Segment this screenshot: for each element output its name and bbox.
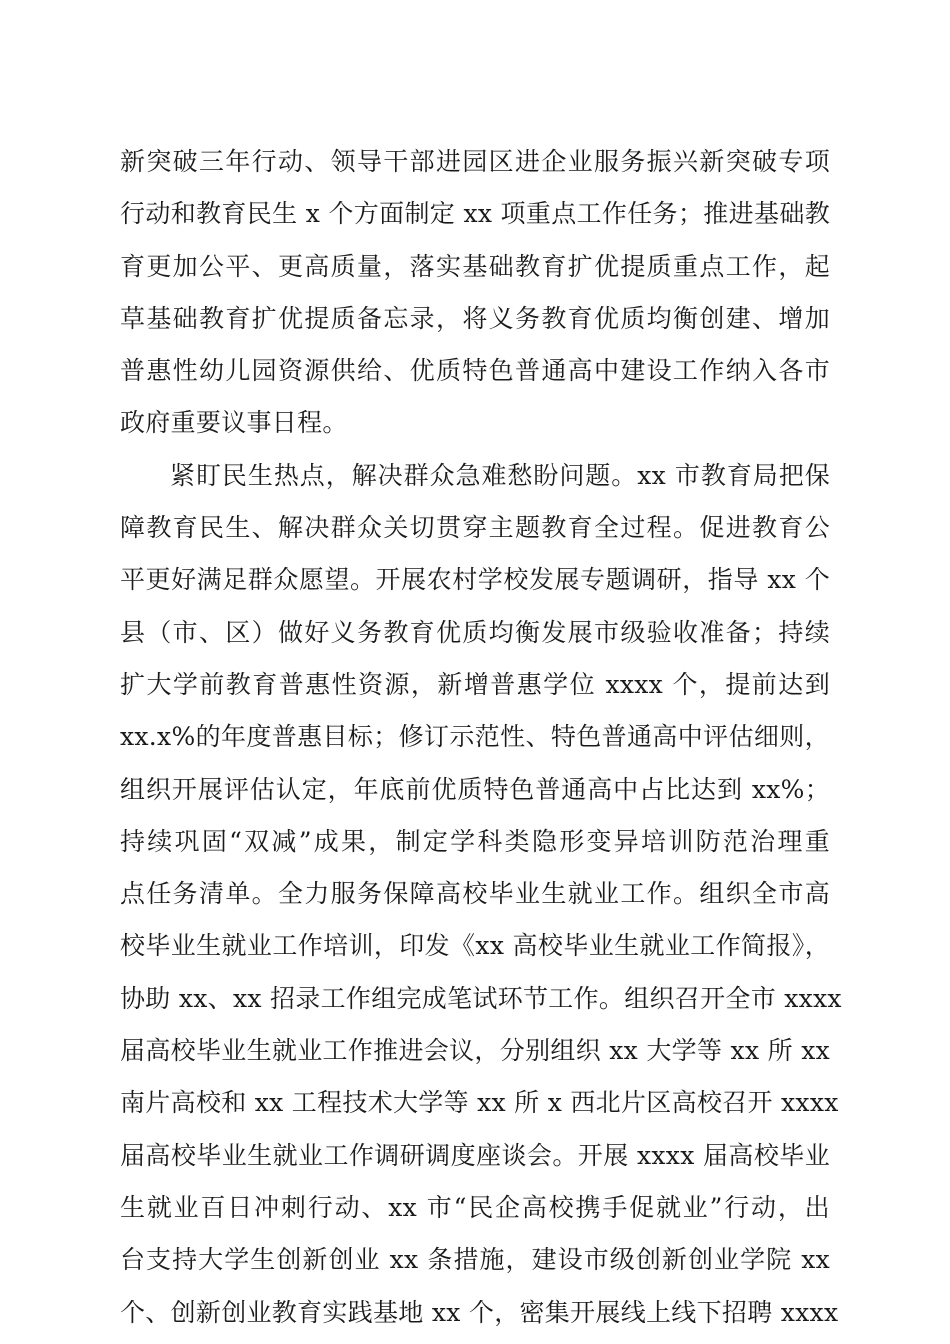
paragraph-first-line: 紧盯民生热点，解决群众急难愁盼问题。xx 市教育局把保 [170, 460, 830, 490]
text-line: 个、创新创业教育实践基地 xx 个，密集开展线上线下招聘 xxxx [120, 1297, 839, 1327]
text-line: 南片高校和 xx 工程技术大学等 xx 所 x 西北片区高校召开 xxxx [120, 1088, 839, 1118]
text-line: 组织开展评估认定，年底前优质特色普通高中占比达到 xx%； [120, 774, 830, 804]
text-line: 新突破三年行动、领导干部进园区进企业服务振兴新突破专项 [120, 147, 830, 176]
text-line: 育更加公平、更高质量，落实基础教育扩优提质重点工作，起 [120, 251, 830, 281]
text-line: 县（市、区）做好义务教育优质均衡发展市级验收准备；持续 [120, 617, 830, 647]
text-line: 生就业百日冲刺行动、xx 市“民企高校携手促就业”行动，出 [120, 1192, 830, 1222]
text-line: 障教育民生、解决群众关切贯穿主题教育全过程。促进教育公 [120, 513, 830, 543]
text-line: 台支持大学生创新创业 xx 条措施，建设市级创新创业学院 xx [120, 1245, 830, 1275]
text-line: 校毕业生就业工作培训，印发《xx 高校毕业生就业工作简报》， [120, 931, 830, 961]
text-line: 协助 xx、xx 招录工作组完成笔试环节工作。组织召开全市 xxxx [120, 983, 842, 1013]
text-line: 行动和教育民生 x 个方面制定 xx 项重点工作任务；推进基础教 [120, 199, 830, 229]
text-line: 平更好满足群众愿望。开展农村学校发展专题调研，指导 xx 个 [120, 565, 830, 595]
text-line: 届高校毕业生就业工作调研调度座谈会。开展 xxxx 届高校毕业 [120, 1140, 830, 1170]
text-line: 草基础教育扩优提质备忘录，将义务教育优质均衡创建、增加 [120, 303, 830, 333]
text-line: 点任务清单。全力服务保障高校毕业生就业工作。组织全市高 [120, 879, 830, 909]
text-line: xx.x%的年度普惠目标；修订示范性、特色普通高中评估细则， [120, 722, 830, 752]
text-line: 政府重要议事日程。 [120, 408, 348, 438]
text-line: 届高校毕业生就业工作推进会议，分别组织 xx 大学等 xx 所 xx [120, 1036, 830, 1066]
text-line: 持续巩固“双减”成果，制定学科类隐形变异培训防范治理重 [120, 826, 830, 856]
body-text [120, 136, 842, 1339]
text-line: 普惠性幼儿园资源供给、优质特色普通高中建设工作纳入各市 [120, 356, 830, 386]
text-line: 扩大学前教育普惠性资源，新增普惠学位 xxxx 个，提前达到 [120, 669, 830, 699]
